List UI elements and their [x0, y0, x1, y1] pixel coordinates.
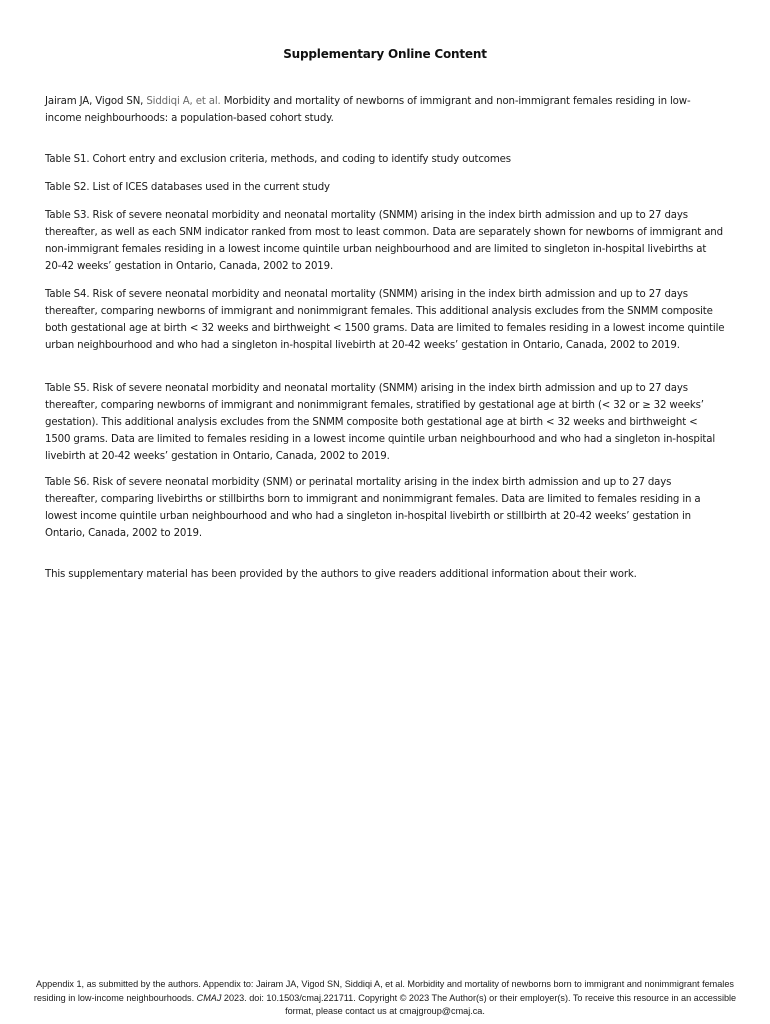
- page-footer: [30, 978, 740, 1019]
- footer-journal: CMAJ: [196, 992, 222, 1003]
- citation: [45, 93, 725, 127]
- table-s4-description: Table S4. Risk of severe neonatal morbidity and neonatal mortality (SNMM) arising in the index birth admission and up to 27 days thereafter, comparing newborns of immigrant and nonimmigrant females. This additional analysis excludes from the SNMM composite both gestational age at birth < 32 weeks and birthweight < 1500 grams. Data are limited to females residing in a lowest income quintile urban neighbourhood and who had a singleton in-hospital livebirth at 20-42 weeks’ gestation in Ontario, Canada, 2002 to 2019.: [45, 289, 725, 351]
- table-s6-description: Table S6. Risk of severe neonatal morbidity (SNM) or perinatal mortality arising in the index birth admission and up to 27 days thereafter, comparing livebirths or stillbirths born to immigrant and nonimmigrant females. Data are limited to females residing in a lowest income quintile urban neighbourhood and who had a singleton in-hospital livebirth or stillbirth at 20-42 weeks’ gestation in Ontario, Canada, 2002 to 2019.: [45, 477, 701, 539]
- table-s5-description: Table S5. Risk of severe neonatal morbidity and neonatal mortality (SNMM) arising in the index birth admission and up to 27 days thereafter, comparing newborns of immigrant and nonimmigrant females, stratified by gestational age at birth (< 32 or ≥ 32 weeks’ gestation). This additional analysis excludes from the SNMM composite both gestational age at birth < 32 weeks and birthweight < 1500 grams. Data are limited to females residing in a lowest income quintile urban neighbourhood and who had a singleton in-hospital livebirth at 20-42 weeks’ gestation in Ontario, Canada, 2002 to 2019.: [45, 383, 716, 462]
- page-title: Supplementary Online Content: [283, 47, 487, 61]
- closing-note: This supplementary material has been provided by the authors to give readers additional information about their work.: [45, 569, 637, 580]
- table-s1-description: Table S1. Cohort entry and exclusion criteria, methods, and coding to identify study outcomes: [45, 154, 511, 165]
- citation-authors: Jairam JA, Vigod SN,: [45, 96, 147, 107]
- footer-copyright: 2023. doi: 10.1503/cmaj.221711. Copyright © 2023 The Author(s) or their employer(s). To receive this resource in an accessible format, please contact us at cmajgroup@cmaj.ca.: [221, 992, 737, 1016]
- footer-citation: Appendix 1, as submitted by the authors. Appendix to: Jairam JA, Vigod SN, Siddiqi A, et al. Morbidity and mortality of newborns born to immigrant and nonimmigrant females residing in low-income neighbourhoods.: [33, 979, 734, 1003]
- table-s2-description: Table S2. List of ICES databases used in the current study: [45, 182, 330, 193]
- citation-authors-link[interactable]: Siddiqi A, et al.: [146, 96, 221, 107]
- table-s3-description: Table S3. Risk of severe neonatal morbidity and neonatal mortality (SNMM) arising in the index birth admission and up to 27 days thereafter, as well as each SNM indicator ranked from most to least common. Data are separately shown for newborns of immigrant and non-immigrant females residing in a lowest income quintile urban neighbourhood and are limited to singleton in-hospital livebirths at 20-42 weeks’ gestation in Ontario, Canada, 2002 to 2019.: [45, 210, 723, 272]
- citation-title: Morbidity and mortality of newborns of immigrant and non-immigrant females residing in low-income neighbourhoods: a population-based cohort study.: [45, 96, 691, 124]
